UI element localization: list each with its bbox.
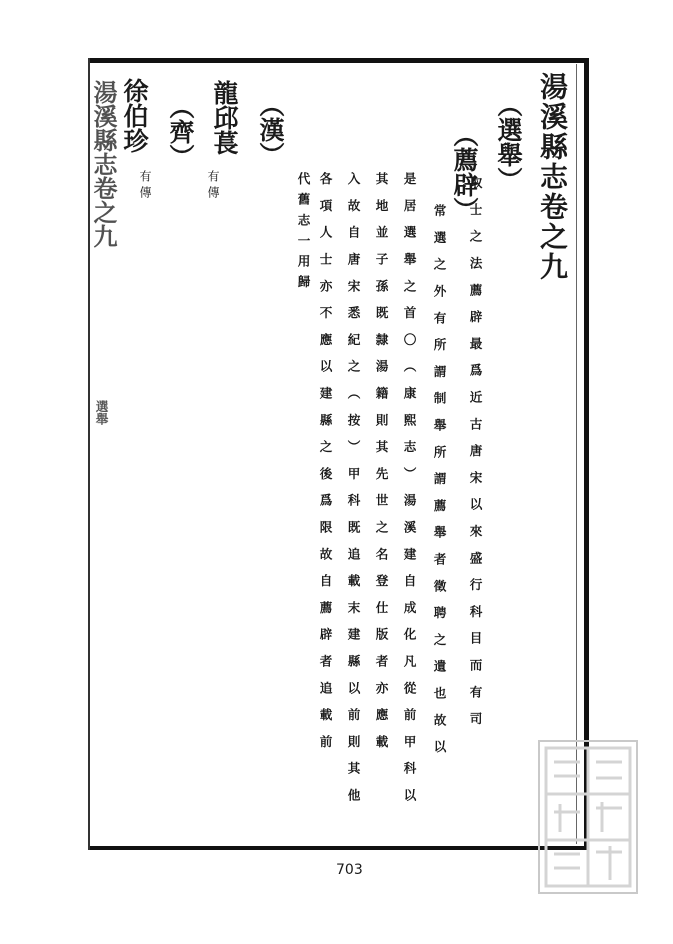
person-note-xuboezhen: 有傳 <box>138 170 152 202</box>
frame-inner-right-rule <box>576 64 577 844</box>
person-name-longqiuchang: 龍邱萇 <box>210 80 239 155</box>
text-column-5: 入故自唐宋悉紀之（按）甲科既追載末建縣以前則其他 <box>345 172 361 816</box>
library-seal-stamp <box>538 740 638 894</box>
spine-title: 湯溪縣志卷之九 <box>89 80 118 248</box>
text-column-1-body: 取士之法薦辟最爲近古唐宋以來盛行科目而有司 <box>467 176 483 739</box>
frame-bottom-rule <box>88 846 588 850</box>
person-name-xuboezhen: 徐伯珍 <box>120 78 149 153</box>
page-number: 703 <box>336 862 363 878</box>
person-note-longqiuchang: 有傳 <box>206 170 220 202</box>
volume-title: 湯溪縣志卷之九 <box>536 72 569 282</box>
text-column-7: 代舊志一用歸 <box>295 172 311 296</box>
spine-label: 選舉 <box>93 400 109 426</box>
dynasty-han: （漢） <box>256 92 285 167</box>
seal-pattern-icon <box>540 742 636 892</box>
section-heading-xuanju: （選舉） <box>494 92 523 192</box>
section-heading-jianbi: （薦辟） <box>450 122 479 222</box>
frame-top-rule <box>88 58 588 63</box>
frame-right-rule <box>584 58 589 850</box>
text-column-6: 各項人士亦不應以建縣之後爲限故自薦辟者追載前 <box>317 172 333 762</box>
text-column-3: 是居選舉之首〇（康熙志）湯溪建自成化凡從前甲科以 <box>401 172 417 816</box>
text-column-2-body: 常選之外有所謂制舉所謂薦舉者徵聘之遺也故以 <box>431 204 447 767</box>
text-column-4: 其地並子孫既隸湯籍則其先世之名登仕版者亦應載 <box>373 172 389 762</box>
dynasty-qi: （齊） <box>166 94 195 169</box>
